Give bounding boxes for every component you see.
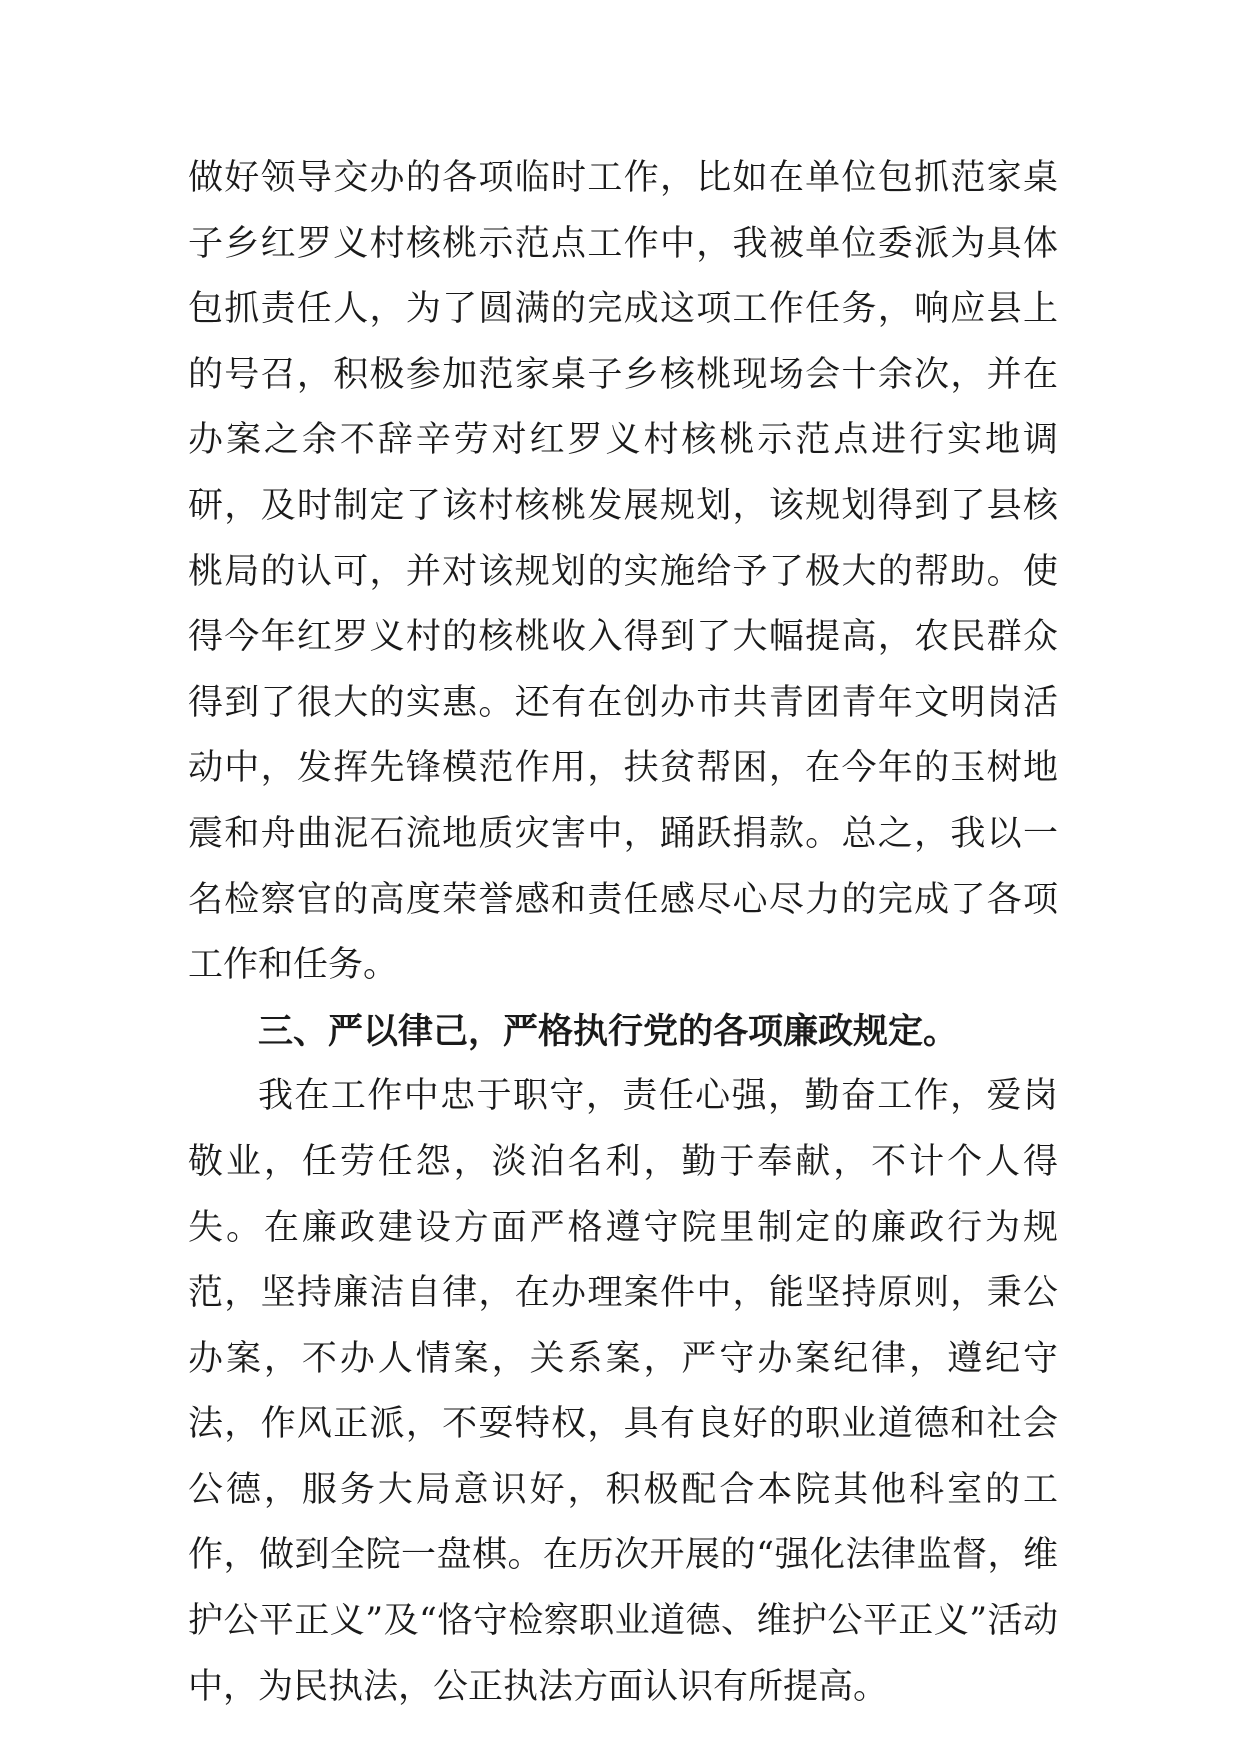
paragraph-discipline: 我在工作中忠于职守，责任心强，勤奋工作，爱岗敬业，任劳任怨，淡泊名利，勤于奉献，不计个人得失。在廉政建设方面严格遵守院里制定的廉政行为规范，坚持廉洁自律，在办理案件中，能坚持原则，秉公办案，不办人情案，关系案，严守办案纪律，遵纪守法，作风正派，不耍特权，具有良好的职业道德和社会公德，服务大局意识好，积极配合本院其他科室的工作，做到全院一盘棋。在历次开展的“强化法律监督，维护公平正义”及“恪守检察职业道德、维护公平正义”活动中，为民执法，公正执法方面认识有所提高。 (188, 1076, 1058, 1707)
section-heading: 三、严以律己，严格执行党的各项廉政规定。 (258, 1010, 959, 1052)
document-body (188, 146, 1058, 1720)
paragraph-continuation: 做好领导交办的各项临时工作，比如在单位包抓范家桌子乡红罗义村核桃示范点工作中，我被单位委派为具体包抓责任人，为了圆满的完成这项工作任务，响应县上的号召，积极参加范家桌子乡核桃现场会十余次，并在办案之余不辞辛劳对红罗义村核桃示范点进行实地调研，及时制定了该村核桃发展规划，该规划得到了县核桃局的认可，并对该规划的实施给予了极大的帮助。使得今年红罗义村的核桃收入得到了大幅提高，农民群众得到了很大的实惠。还有在创办市共青团青年文明岗活动中，发挥先锋模范作用，扶贫帮困，在今年的玉树地震和舟曲泥石流地质灾害中，踊跃捐款。总之，我以一名检察官的高度荣誉感和责任感尽心尽力的完成了各项工作和任务。 (188, 158, 1058, 986)
